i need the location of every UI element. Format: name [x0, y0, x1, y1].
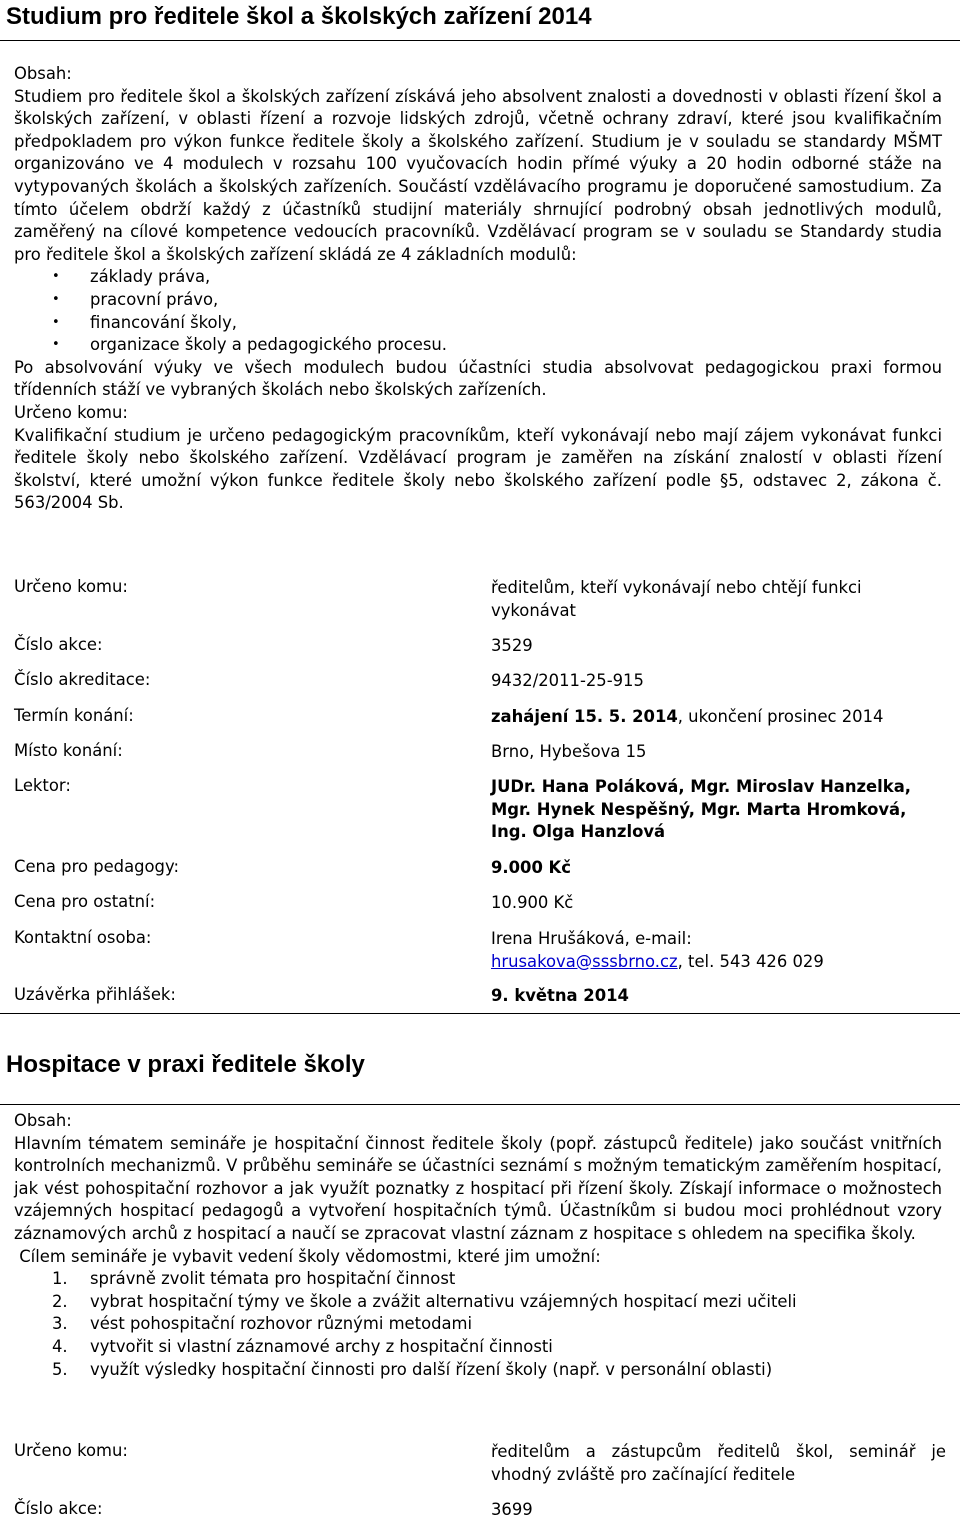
contact-email-link[interactable]: hrusakova@sssbrno.cz [491, 951, 678, 971]
goal-intro: Cílem semináře je vybavit vedení školy vědomostmi, které jim umožní: [14, 1246, 601, 1266]
modules-list [14, 266, 942, 356]
module-item: • pracovní právo, [14, 289, 942, 312]
detail-value: 9. května 2014 [491, 986, 629, 1005]
detail-label: Kontaktní osoba: [14, 928, 152, 947]
section1-body [14, 63, 942, 515]
detail-value: 9432/2011-25-915 [491, 671, 644, 690]
goal-number: 5. [52, 1359, 68, 1379]
detail-label: Určeno komu: [14, 577, 128, 596]
obsah-label: Obsah: [14, 1111, 72, 1130]
termin-end: , ukončení prosinec 2014 [677, 707, 884, 726]
detail-value: 3529 [491, 636, 533, 655]
detail-value [491, 706, 946, 729]
detail-value: ředitelům a zástupcům ředitelů škol, seminář je vhodný zvláště pro začínající ředitele [491, 1442, 946, 1484]
detail-label: Číslo akce: [14, 1499, 103, 1518]
detail-label: Cena pro ostatní: [14, 892, 156, 911]
module-item: • základy práva, [14, 266, 942, 289]
detail-value: JUDr. Hana Poláková, Mgr. Miroslav Hanzelka, Mgr. Hynek Nespěšný, Mgr. Marta Hromková, Ing. Olga Hanzlová [491, 777, 911, 842]
termin-start: zahájení 15. 5. 2014 [491, 707, 678, 726]
section1-paragraph-1: Studiem pro ředitele škol a školských zařízení získává jeho absolvent znalosti a dovednosti v oblasti řízení škol a školských zařízení, v oblasti řízení a rozvoje lidských zdrojů, včetně ochrany zdraví, které jsou kvalifikačním předpokladem pro výkon funkce ředitele školy a školského zařízení. Studium je v souladu se standardy MŠMT organizováno ve 4 modulech v rozsahu 100 vyučovacích hodin přímé výuky a 20 hodin odborné stáže na vytypovaných školách a školských zařízeních. Součástí vzdělávacího programu je doporučené samostudium. Za tímto účelem obdrží každý z účastníků studijní materiály shrnující podrobný obsah jednotlivých modulů, zaměřený na cílové kompetence vedoucích pracovníků. Vzdělávací program se v souladu se Standardy studia pro ředitele škol a školských zařízení skládá ze 4 základních modulů: [14, 86, 942, 264]
goal-item [14, 1359, 942, 1382]
goal-number: 4. [52, 1336, 68, 1356]
kontakt-phone: , tel. 543 426 029 [677, 951, 824, 971]
goal-number: 2. [52, 1291, 68, 1311]
obsah-label: Obsah: [14, 64, 72, 83]
goal-text: vybrat hospitační týmy ve škole a zvážit alternativu vzájemných hospitací mezi učiteli [90, 1291, 797, 1311]
section1-title: Studium pro ředitele škol a školských zařízení 2014 [6, 3, 592, 30]
detail-label: Cena pro pedagogy: [14, 857, 179, 876]
goals-list [14, 1268, 942, 1381]
section1-title-rule [0, 40, 960, 41]
section1-bottom-rule [0, 1013, 960, 1014]
section2-title-rule [0, 1104, 960, 1105]
goal-item [14, 1268, 942, 1291]
goal-number: 1. [52, 1269, 68, 1289]
goal-item [14, 1336, 942, 1359]
detail-label: Uzávěrka přihlášek: [14, 985, 176, 1004]
module-item: • financování školy, [14, 312, 942, 335]
goal-text: vytvořit si vlastní záznamové archy z hospitační činnosti [90, 1336, 553, 1356]
detail-label: Termín konání: [14, 706, 134, 725]
detail-label: Číslo akreditace: [14, 670, 151, 689]
detail-label: Lektor: [14, 776, 71, 795]
detail-value: 10.900 Kč [491, 893, 574, 912]
detail-value [491, 928, 946, 973]
section1-paragraph-2: Po absolvování výuky ve všech modulech budou účastníci studia absolvovat pedagogickou praxi formou třídenních stáží ve vybraných školách nebo školských zařízeních. [14, 357, 942, 400]
goal-item [14, 1313, 942, 1336]
goal-item [14, 1291, 942, 1314]
section2-paragraph-1: Hlavním tématem semináře je hospitační činnost ředitele školy (popř. zástupců ředitele) jako součást vnitřních kontrolních mechanizmů. V průběhu semináře se účastníci seznámí s možným tematickým zaměřením hospitací, jak vést pohospitační rozhovor a jak využít poznatky z hospitací při řízení školy. Získají informace o možnostech vzájemných hospitací pedagogů a vytvoření hospitačních týmů. Účastníkům si budou moci prohlédnout vzory záznamových archů z hospitací a naučí se zpracovat vlastní záznam z hospitace s ohledem na specifika školy. [14, 1133, 942, 1243]
detail-label: Číslo akce: [14, 635, 103, 654]
detail-value: ředitelům, kteří vykonávají nebo chtějí funkci vykonávat [491, 578, 862, 620]
detail-label: Místo konání: [14, 741, 123, 760]
detail-value: 3699 [491, 1500, 533, 1519]
goal-text: vést pohospitační rozhovor různými metodami [90, 1314, 473, 1334]
kontakt-name: Irena Hrušáková, e-mail: [491, 929, 692, 948]
module-item: • organizace školy a pedagogického procesu. [14, 334, 942, 357]
urceno-label: Určeno komu: [14, 402, 128, 422]
section1-paragraph-3: Kvalifikační studium je určeno pedagogickým pracovníkům, kteří vykonávají nebo mají zájem vykonávat funkci ředitele školy nebo školského zařízení. Vzdělávací program je zaměřen na získání znalostí v oblasti řízení školství, které umožní výkon funkce ředitele školy nebo školského zařízení podle §5, odstavec 2, zákona č. 563/2004 Sb. [14, 425, 942, 513]
goal-text: využít výsledky hospitační činnosti pro další řízení školy (např. v personální oblasti) [90, 1359, 773, 1379]
detail-value: 9.000 Kč [491, 858, 571, 877]
goal-number: 3. [52, 1314, 68, 1334]
section2-title: Hospitace v praxi ředitele školy [6, 1051, 365, 1078]
section2-body [14, 1110, 942, 1381]
goal-text: správně zvolit témata pro hospitační činnost [90, 1269, 456, 1289]
detail-value: Brno, Hybešova 15 [491, 742, 647, 761]
detail-label: Určeno komu: [14, 1441, 128, 1460]
